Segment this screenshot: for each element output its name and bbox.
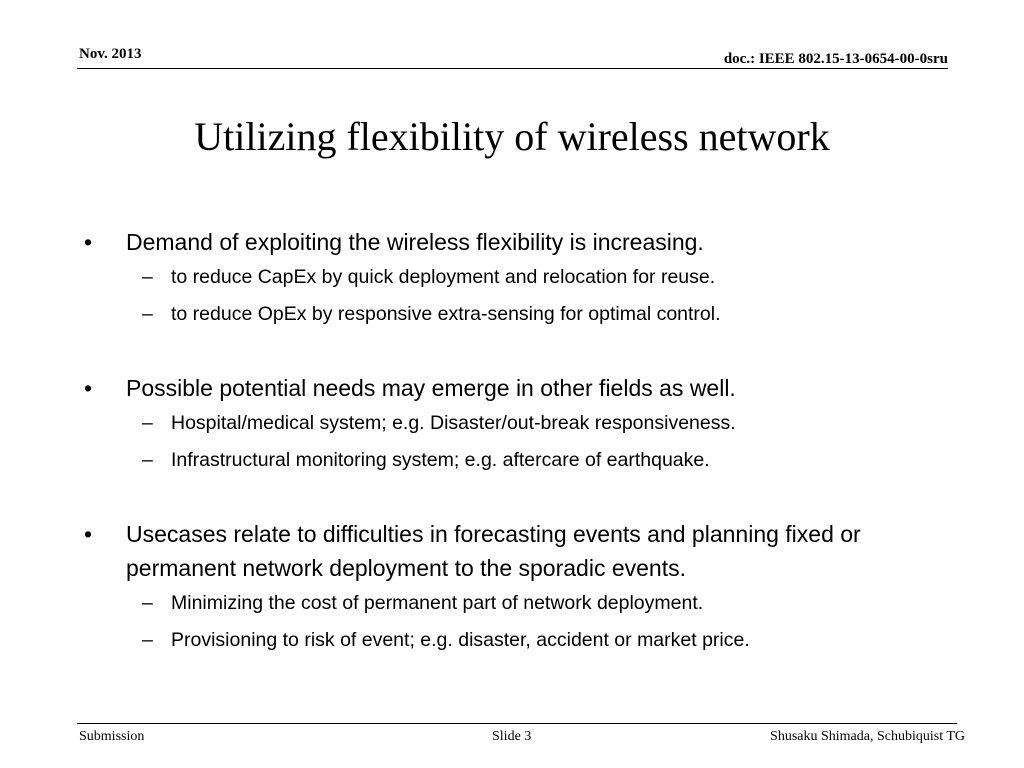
sub-bullet-text: to reduce CapEx by quick deployment and relocation for reuse. (171, 266, 716, 288)
sub-bullet-text: Minimizing the cost of permanent part of network deployment. (171, 592, 704, 614)
bullet-item-3 (84, 517, 964, 659)
bullet-text: Possible potential needs may emerge in other fields as well. (126, 375, 736, 401)
bullet-marker: • (84, 521, 93, 547)
slide-title: Utilizing flexibility of wireless network (194, 114, 830, 159)
sub-bullet-text: to reduce OpEx by responsive extra-sensing for optimal control. (171, 303, 721, 325)
sub-bullet-item (126, 296, 964, 333)
sub-bullet-text: Provisioning to risk of event; e.g. disaster, accident or market price. (171, 629, 750, 651)
footer-slide-number: Slide 3 (492, 729, 532, 744)
sub-bullet-text: Hospital/medical system; e.g. Disaster/out-break responsiveness. (171, 412, 736, 434)
sub-bullet-marker: – (142, 629, 153, 651)
footer-author: Shusaku Shimada, Schubiquist TG (770, 729, 965, 744)
sub-bullet-marker: – (142, 303, 153, 325)
sub-bullet-item (126, 622, 964, 659)
sub-bullet-item (126, 442, 964, 479)
sub-bullet-item (126, 585, 964, 622)
footer-divider (77, 723, 957, 724)
bullet-marker: • (84, 229, 93, 255)
sub-bullet-marker: – (142, 266, 153, 288)
header-doc-id: doc.: IEEE 802.15-13-0654-00-0sru (723, 51, 948, 67)
header-date: Nov. 2013 (79, 46, 142, 62)
sub-bullet-marker: – (142, 592, 153, 614)
sub-bullet-item (126, 259, 964, 296)
bullet-item-1 (84, 225, 964, 333)
header-divider (77, 68, 948, 69)
sub-bullet-list (126, 259, 964, 333)
bullet-item-2 (84, 371, 964, 479)
sub-bullet-list (126, 585, 964, 659)
footer-submission: Submission (79, 729, 145, 744)
bullet-list (84, 225, 964, 659)
sub-bullet-list (126, 405, 964, 479)
bullet-marker: • (84, 375, 93, 401)
sub-bullet-marker: – (142, 412, 153, 434)
bullet-text: Usecases relate to difficulties in forecasting events and planning fixed or permanent network deployment to the sporadic events. (126, 521, 861, 581)
sub-bullet-text: Infrastructural monitoring system; e.g. aftercare of earthquake. (171, 449, 710, 471)
sub-bullet-item (126, 405, 964, 442)
sub-bullet-marker: – (142, 449, 153, 471)
bullet-text: Demand of exploiting the wireless flexibility is increasing. (126, 229, 704, 255)
